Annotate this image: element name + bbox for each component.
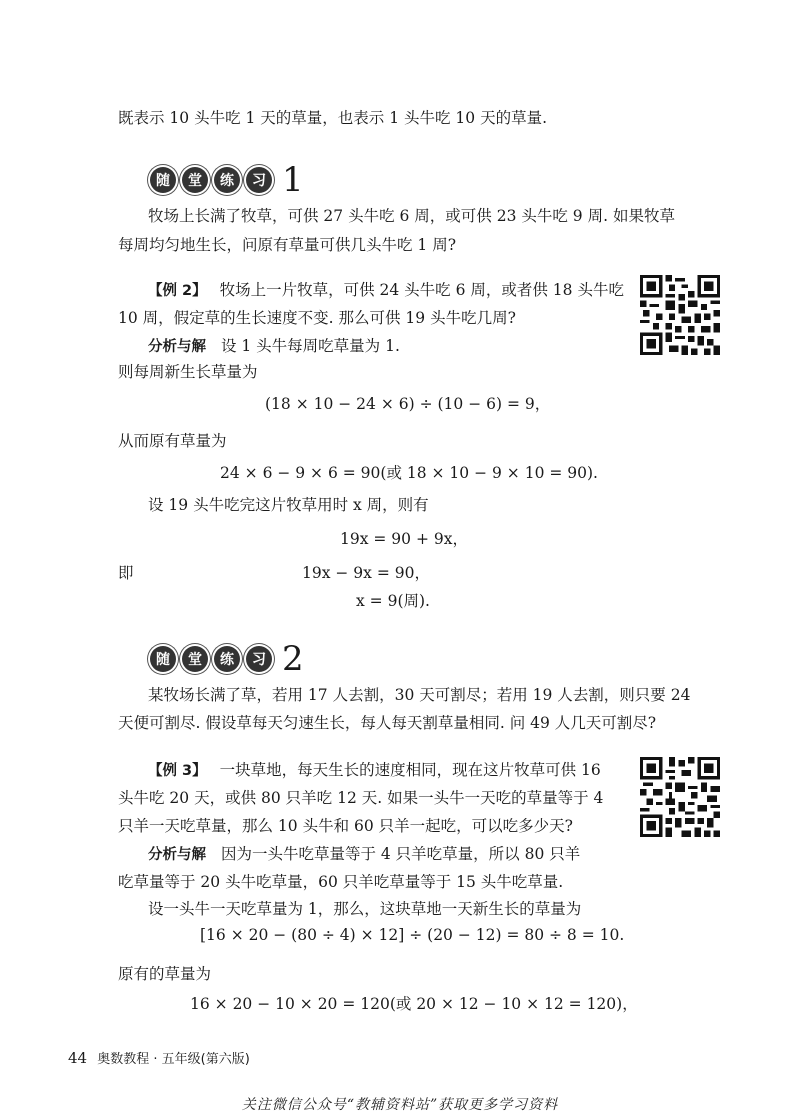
text-line: 设一头牛一天吃草量为 1，那么，这块草地一天新生长的草量为 <box>148 900 582 918</box>
text-line: 原有的草量为 <box>118 965 212 983</box>
analysis-line <box>148 334 400 356</box>
practice-char: 习 <box>246 167 272 193</box>
equation: [16 × 20 − (80 ÷ 4) × 12] ÷ (20 − 12) = 80 ÷ 8 = 10. <box>200 926 625 944</box>
watermark-text: 关注微信公众号“教辅资料站”获取更多学习资料 <box>241 1097 559 1113</box>
analysis-label: 分析与解 <box>148 847 206 863</box>
equation: 19x = 90 + 9x， <box>340 530 468 548</box>
text-line: 即 <box>118 564 134 582</box>
text-line: 头牛吃 20 天，或供 80 只羊吃 12 天. 如果一头牛一天吃的草量等于 4 <box>118 789 604 807</box>
example-tag: 【例 2】 <box>148 283 207 299</box>
text-line: 天便可割尽. 假设草每天匀速生长，每人每天割草量相同. 问 49 人几天可割尽? <box>118 714 657 732</box>
analysis-line <box>148 842 580 864</box>
practice-char: 堂 <box>182 167 208 193</box>
text-span: 因为一头牛吃草量等于 4 只羊吃草量，所以 80 只羊 <box>220 845 581 863</box>
practice-number: 2 <box>282 639 304 679</box>
equation: (18 × 10 − 24 × 6) ÷ (10 − 6) = 9， <box>265 395 551 413</box>
practice-char: 习 <box>246 646 272 672</box>
book-title: 奥数教程 · 五年级(第六版) <box>97 1052 250 1067</box>
example-3-line <box>148 758 601 780</box>
analysis-label: 分析与解 <box>148 339 206 355</box>
text-line: 只羊一天吃草量，那么 10 头牛和 60 只羊一起吃，可以吃多少天? <box>118 817 573 835</box>
text-span: 牧场上一片牧草，可供 24 头牛吃 6 周，或者供 18 头牛吃 <box>219 281 624 299</box>
text-line: 既表示 10 头牛吃 1 天的草量，也表示 1 头牛吃 10 天的草量. <box>118 109 548 127</box>
page-footer <box>68 1048 250 1067</box>
practice-heading-2 <box>150 637 304 681</box>
text-line: 每周均匀地生长，问原有草量可供几头牛吃 1 周? <box>118 236 457 254</box>
text-line: 10 周，假定草的生长速度不变. 那么可供 19 头牛吃几周? <box>118 309 516 327</box>
example-2-line <box>148 278 624 300</box>
practice-char: 随 <box>150 167 176 193</box>
text-line: 吃草量等于 20 头牛吃草量，60 只羊吃草量等于 15 头牛吃草量. <box>118 873 564 891</box>
text-line: 设 19 头牛吃完这片牧草用时 x 周，则有 <box>148 496 429 514</box>
equation: 16 × 20 − 10 × 20 = 120(或 20 × 12 − 10 × 12 = 120)， <box>190 995 638 1013</box>
practice-char: 随 <box>150 646 176 672</box>
equation: 19x − 9x = 90， <box>302 564 430 582</box>
qr-code-image <box>640 275 720 355</box>
text-span: 设 1 头牛每周吃草量为 1. <box>220 337 400 355</box>
qr-code-image <box>640 757 720 837</box>
equation: x = 9(周). <box>356 592 430 610</box>
practice-char: 堂 <box>182 646 208 672</box>
text-line: 则每周新生长草量为 <box>118 363 258 381</box>
practice-char: 练 <box>214 646 240 672</box>
text-line: 从而原有草量为 <box>118 432 227 450</box>
text-line: 某牧场长满了草，若用 17 人去割，30 天可割尽；若用 19 人去割，则只要 24 <box>148 686 691 704</box>
example-tag: 【例 3】 <box>148 763 207 779</box>
text-line: 牧场上长满了牧草，可供 27 头牛吃 6 周，或可供 23 头牛吃 9 周. 如果牧草 <box>148 207 675 225</box>
text-span: 一块草地，每天生长的速度相同，现在这片牧草可供 16 <box>219 761 601 779</box>
practice-heading-1 <box>150 158 304 202</box>
practice-number: 1 <box>282 160 304 200</box>
page-number: 44 <box>68 1049 88 1067</box>
equation: 24 × 6 − 9 × 6 = 90(或 18 × 10 − 9 × 10 = 90). <box>220 464 598 482</box>
practice-char: 练 <box>214 167 240 193</box>
